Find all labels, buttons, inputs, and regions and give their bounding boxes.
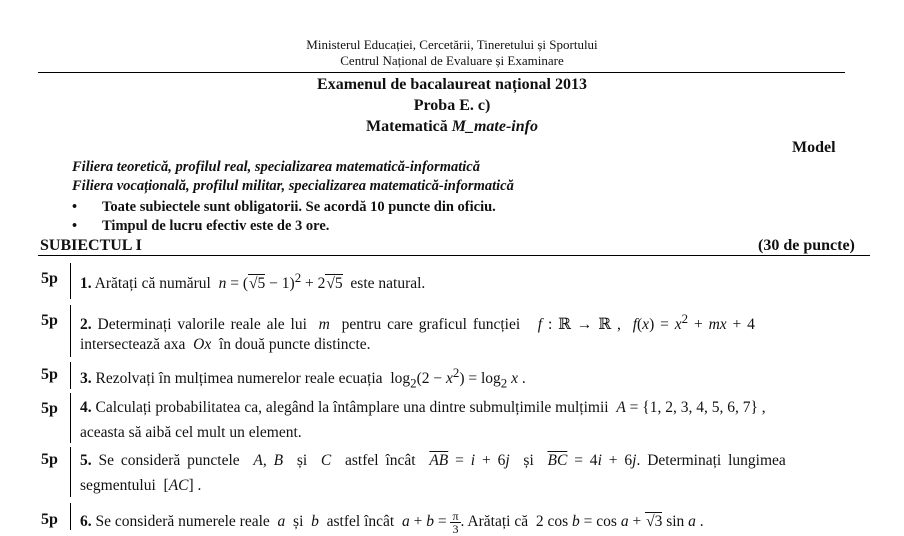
exam-subject bbox=[0, 118, 904, 136]
bullet-icon: • bbox=[72, 199, 78, 215]
instruction-bullet-1 bbox=[72, 199, 496, 216]
question-5-text-d: și bbox=[523, 452, 534, 469]
question-6-text-c: astfel încât bbox=[326, 513, 395, 531]
question-5-points: 5p bbox=[41, 451, 58, 468]
question-5-text-e: . Determinați lungimea bbox=[636, 452, 786, 469]
question-2-text-4: în două puncte distincte. bbox=[218, 336, 371, 353]
header-divider bbox=[38, 72, 845, 73]
question-5-text-b: și bbox=[296, 452, 308, 469]
question-separator bbox=[70, 305, 71, 357]
question-6-points: 5p bbox=[41, 511, 58, 528]
question-5-line-2: segmentului [AC] . bbox=[80, 477, 202, 494]
section-divider bbox=[38, 255, 870, 256]
question-5-text-line2: segmentului bbox=[80, 477, 156, 494]
question-5-text-a: Se consideră punctele bbox=[98, 452, 240, 469]
question-3-points: 5p bbox=[41, 366, 58, 383]
question-6-text-d: . Arătați că bbox=[460, 513, 529, 531]
filiera-line-1: Filiera teoretică, profilul real, specializarea matematică-informatică bbox=[72, 159, 480, 175]
question-4-text-1: Calculați probabilitatea ca, alegând la întâmplare una dintre submulțimile mulțimii bbox=[95, 399, 609, 416]
question-2-text-3: intersectează axa bbox=[80, 336, 186, 353]
exam-title: Examenul de bacalaureat național 2013 bbox=[317, 76, 587, 93]
evaluation-center-header: Centrul Național de Evaluare și Examinare bbox=[340, 53, 564, 68]
section-points: (30 de puncte) bbox=[758, 237, 855, 254]
question-3-number: 3. bbox=[80, 370, 92, 388]
question-4-line-1: 4. Calculați probabilitatea ca, alegând la întâmplare una dintre submulțimile mulțimii A = {1, 2, 3, 4, 5, 6, 7} , bbox=[80, 399, 766, 416]
ministry-header: Ministerul Educației, Cercetării, Tineretului și Sportului bbox=[306, 37, 598, 52]
question-6-text-a: Se consideră numerele reale bbox=[95, 513, 270, 531]
question-2-points: 5p bbox=[41, 312, 58, 329]
question-6: 6. Se consideră numerele reale a și b astfel încât a + b = $\frac{\pi}{3}$ . Arătați că 2 cos b = cos a + √3 sin a . bbox=[80, 509, 704, 536]
question-1-text-after: este natural. bbox=[350, 275, 426, 293]
question-1-text-before: Arătați că numărul bbox=[94, 275, 211, 293]
question-5-line-1: 5. Se consideră punctele A, B și C astfel încât $\overline{AB} = i + 6j$ și $\overline{BC} = 4i + 6j$. Determinați lungimea bbox=[80, 452, 786, 469]
question-2-line-2: intersectează axa Ox în două puncte distincte. bbox=[80, 336, 371, 353]
subject-prefix: Matematică bbox=[366, 118, 452, 135]
question-1-number: 1. bbox=[80, 275, 92, 293]
question-1-points: 5p bbox=[41, 270, 58, 287]
subject-variant: M_mate-info bbox=[451, 118, 538, 135]
question-3: 3. Rezolvați în mulțimea numerelor reale ecuația $\log_2(2 - x^2) = \log_2 x$ . bbox=[80, 365, 526, 391]
model-label: Model bbox=[792, 139, 836, 156]
question-3-text: Rezolvați în mulțimea numerelor reale ecuația bbox=[95, 370, 383, 388]
instruction-text-1: Toate subiectele sunt obligatorii. Se acordă 10 puncte din oficiu. bbox=[102, 199, 496, 215]
question-6-text-b: și bbox=[293, 513, 304, 531]
question-separator bbox=[70, 503, 71, 530]
section-title: SUBIECTUL I bbox=[40, 237, 142, 254]
question-separator bbox=[70, 362, 71, 389]
question-4-points: 5p bbox=[41, 400, 58, 417]
bullet-icon: • bbox=[72, 218, 78, 234]
question-5-text-c: astfel încât bbox=[345, 452, 416, 469]
question-separator bbox=[70, 393, 71, 443]
question-4-line-2: aceasta să aibă cel mult un element. bbox=[80, 424, 302, 441]
question-1-formula: $n = (√5 - 1)^2 + 2√5$ bbox=[218, 270, 343, 293]
question-6-number: 6. bbox=[80, 513, 92, 531]
question-2-number: 2. bbox=[80, 316, 92, 334]
question-separator bbox=[70, 447, 71, 497]
question-2-text-2: pentru care graficul funcției bbox=[341, 316, 521, 334]
exam-proba: Proba E. c) bbox=[413, 97, 491, 114]
question-1 bbox=[80, 270, 425, 293]
question-separator bbox=[70, 263, 71, 299]
instruction-bullet-2 bbox=[72, 218, 329, 235]
question-2-line-1: 2. Determinați valorile reale ale lui m pentru care graficul funcției f : ℝ → ℝ , $f(x) = x^2$ + mx + 4 bbox=[80, 311, 755, 334]
question-2-text-1: Determinați valorile reale ale lui bbox=[97, 316, 307, 334]
question-4-number: 4. bbox=[80, 399, 92, 416]
question-5-number: 5. bbox=[80, 452, 92, 469]
instruction-text-2: Timpul de lucru efectiv este de 3 ore. bbox=[102, 218, 330, 234]
filiera-line-2: Filiera vocațională, profilul militar, specializarea matematică-informatică bbox=[72, 178, 514, 194]
